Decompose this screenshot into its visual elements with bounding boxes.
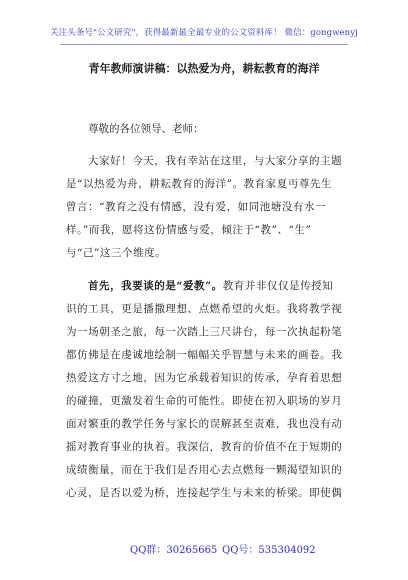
header-promo-note: 关注头条号"公文研究"，获得最新最全最专业的公文资料库！ 微信：gongwenyj	[50, 28, 358, 38]
footer-qq-group: QQ群：30265665	[130, 545, 218, 556]
paragraph-2-line: 热爱这方寸之地，因为它承载着知识的传承，孕育着思想	[66, 372, 343, 384]
paragraph-1-line: 曾言：“教育之没有情感，没有爱，如同池塘没有水一	[66, 201, 327, 213]
paragraph-2-line: 面对繁重的教学任务与家长的误解甚至责难，我也没有动	[66, 418, 343, 430]
paragraph-2-line: 的碰撞，更激发着生命的可能性。即使在初入职场的岁月	[66, 395, 343, 407]
paragraph-2-line: 都仿佛是在虔诚地绘制一幅幅关乎智慧与未来的画卷。我	[66, 349, 343, 361]
paragraph-1-line: 样。”而我，愿将这份情感与爱，倾注于“教”、“生”	[66, 224, 312, 236]
paragraph-2-first-line-rest: 教育并非仅仅是传授知	[222, 280, 334, 292]
paragraph-1-line: 与“己”这三个维度。	[66, 247, 167, 259]
paragraph-2-line: 心灵，是否以爱为桥，连接起学生与未来的桥梁。即使偶	[66, 487, 343, 499]
footer-qq-number: QQ号：535304092	[222, 545, 316, 556]
paragraph-2-first-line	[88, 278, 333, 293]
paragraph-1-line: 大家好！今天，我有幸站在这里，与大家分享的主题	[88, 155, 343, 167]
paragraph-2-line: 识的工具，更是播撒理想、点燃希望的火炬。我将教学视	[66, 303, 343, 315]
document-title: 青年教师演讲稿：以热爱为舟，耕耘教育的海洋	[88, 62, 320, 75]
paragraph-1-line: 是“以热爱为舟，耕耘教育的海洋”。教育家夏丏尊先生	[66, 178, 332, 190]
paragraph-2-line: 成绩衡量，而在于我们是否用心去点燃每一颗渴望知识的	[66, 464, 343, 476]
footer	[0, 541, 408, 561]
paragraph-2-line: 摇对教育事业的执着。我深信，教育的价值不在于短期的	[66, 441, 343, 453]
paragraph-2-lead: 首先，我要谈的是“爱教”。	[88, 280, 223, 292]
salutation: 尊敬的各位领导、老师：	[88, 123, 204, 135]
header-divider	[60, 44, 348, 45]
paragraph-2-line: 为一场朝圣之旅，每一次踏上三尺讲台，每一次执起粉笔	[66, 326, 343, 338]
